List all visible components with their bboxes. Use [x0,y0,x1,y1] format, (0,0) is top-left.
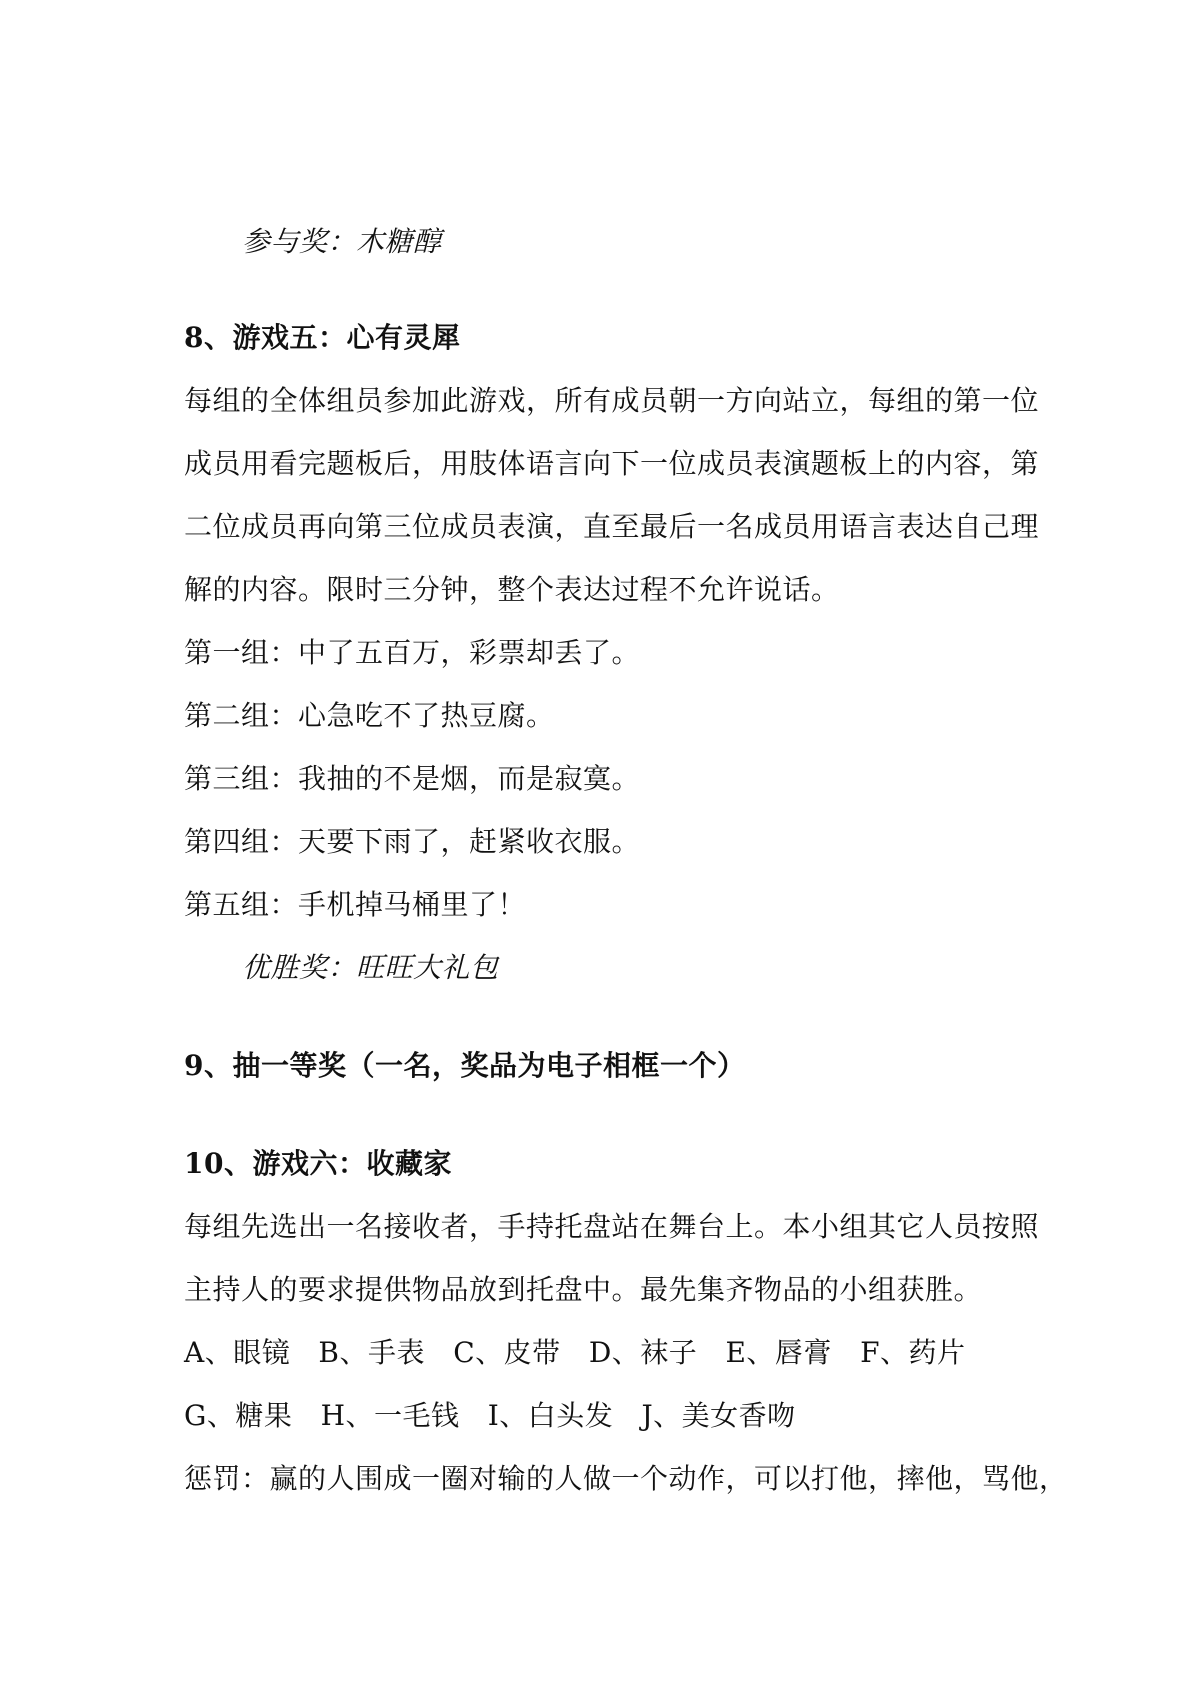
group-prompt: 第三组：我抽的不是烟，而是寂寞。 [184,762,641,795]
group-prompt: 第四组：天要下雨了，赶紧收衣服。 [184,825,641,858]
section-heading-first-prize: 9、抽一等奖（一名，奖品为电子相框一个） [184,1049,746,1082]
group-prompt: 第一组：中了五百万，彩票却丢了。 [184,636,641,669]
group-prompt: 第二组：心急吃不了热豆腐。 [184,699,555,732]
item-options-row: A、眼镜 B、手表 C、皮带 D、袜子 E、唇膏 F、药片 [184,1336,966,1369]
paragraph-line: 解的内容。限时三分钟，整个表达过程不允许说话。 [184,573,840,606]
section-heading-game-five: 8、游戏五：心有灵犀 [184,321,461,354]
award-winner: 优胜奖：旺旺大礼包 [242,951,499,984]
group-prompt: 第五组：手机掉马桶里了！ [184,888,527,921]
paragraph-line: 每组先选出一名接收者，手持托盘站在舞台上。本小组其它人员按照 [184,1210,1040,1243]
award-participation: 参与奖：木糖醇 [242,225,442,258]
penalty-line: 惩罚：赢的人围成一圈对输的人做一个动作，可以打他，摔他，骂他， [184,1462,1068,1495]
paragraph-line: 二位成员再向第三位成员表演，直至最后一名成员用语言表达自己理 [184,510,1040,543]
item-options-row: G、糖果 H、一毛钱 I、白头发 J、美女香吻 [184,1399,796,1432]
paragraph-line: 主持人的要求提供物品放到托盘中。最先集齐物品的小组获胜。 [184,1273,983,1306]
paragraph-line: 成员用看完题板后，用肢体语言向下一位成员表演题板上的内容，第 [184,447,1040,480]
section-heading-game-six: 10、游戏六：收藏家 [184,1147,452,1180]
paragraph-line: 每组的全体组员参加此游戏，所有成员朝一方向站立，每组的第一位 [184,384,1040,417]
